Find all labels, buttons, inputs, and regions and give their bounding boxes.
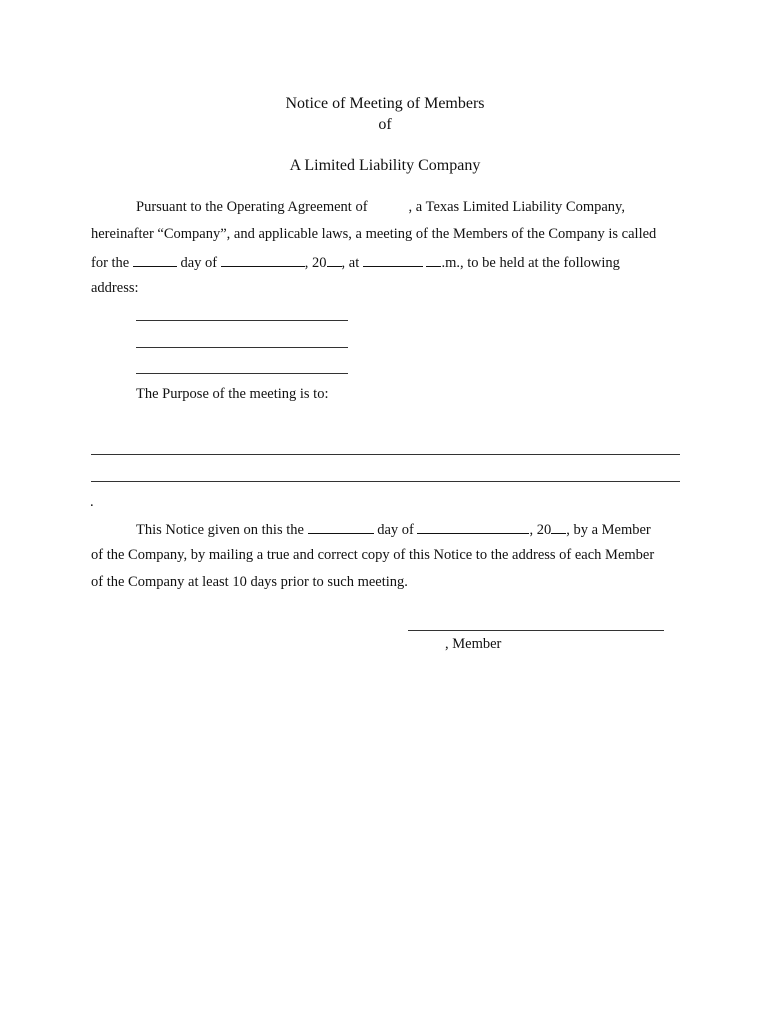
document-title: Notice of Meeting of Members — [285, 95, 485, 112]
para2-line1: This Notice given on this the day of , 20 , by a Member — [136, 522, 651, 538]
document-title-of: of — [378, 116, 392, 133]
purpose-line-2 — [91, 481, 680, 482]
meeting-year-blank — [327, 253, 342, 267]
para2-line3: of the Company at least 10 days prior to such meeting. — [91, 574, 408, 590]
document-subtitle: A Limited Liability Company — [289, 157, 481, 174]
notice-year-blank — [551, 520, 566, 534]
meeting-day-blank — [133, 253, 177, 267]
purpose-line-1 — [91, 454, 680, 455]
para1-line4: address: — [91, 280, 139, 296]
signature-label: , Member — [445, 636, 502, 652]
address-line-1 — [136, 320, 348, 321]
para1-line2: hereinafter “Company”, and applicable laws, a meeting of the Members of the Company is called — [91, 226, 657, 242]
signature-line — [408, 630, 664, 631]
notice-month-blank — [417, 520, 529, 534]
purpose-end-mark: . — [90, 494, 94, 510]
meeting-time-blank — [363, 253, 423, 267]
para2-line2: of the Company, by mailing a true and correct copy of this Notice to the address of each Member — [91, 547, 655, 563]
meeting-month-blank — [221, 253, 305, 267]
purpose-label: The Purpose of the meeting is to: — [136, 386, 329, 402]
notice-day-blank — [308, 520, 374, 534]
address-line-3 — [136, 373, 348, 374]
para1-line1: Pursuant to the Operating Agreement of , a Texas Limited Liability Company, — [136, 199, 625, 215]
meeting-ampm-blank — [426, 253, 441, 267]
para1-line3: for the day of , 20 , at .m., to be held at the following — [91, 255, 620, 271]
address-line-2 — [136, 347, 348, 348]
